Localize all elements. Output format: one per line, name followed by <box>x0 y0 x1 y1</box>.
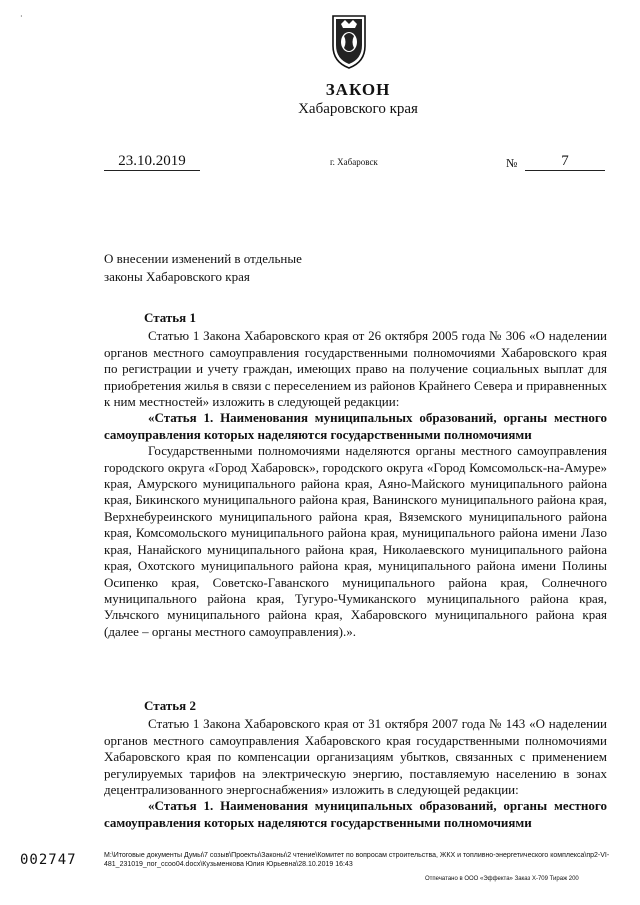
subject-line-1: О внесении изменений в отдельные <box>104 251 302 266</box>
law-subject <box>104 250 302 286</box>
article-2-quoted-heading: «Статья 1. Наименования муниципальных образований, органы местного самоуправления которых наделяются государственными полномочиями <box>104 798 607 830</box>
margin-mark: · <box>20 12 23 21</box>
article-2-intro: Статью 1 Закона Хабаровского края от 31 октября 2007 года № 143 «О наделении органов местного самоуправления Хабаровского края государственными полномочиями Хабаровского края по компенсации организациям убытков, связанных с применением регулируемых тарифов на электрическую энергию, поставляемую населению в зонах децентрализованного энергоснабжения» изложить в следующей редакции: <box>104 716 607 798</box>
file-path: M:\Итоговые документы Думы\7 созыв\Проекты\Законы\2 чтение\Комитет по вопросам строительства, ЖКХ и топливно-энергетического комплекса\пр2-VI-481_231019_пог_ссоо04.docx\Кузьменкова Юлия Юрьевна\28.10.2019 16:43 <box>104 852 610 868</box>
law-title: ЗАКОН <box>325 80 391 99</box>
law-region: Хабаровского края <box>298 101 418 117</box>
law-date: 23.10.2019 <box>104 153 200 171</box>
number-sign: № <box>506 156 518 170</box>
article-1-heading: Статья 1 <box>144 310 196 325</box>
document-code: 002747 <box>20 852 77 868</box>
article-2 <box>104 698 607 831</box>
subject-line-2: законы Хабаровского края <box>104 269 250 284</box>
coat-of-arms-icon <box>327 12 371 70</box>
article-1-intro: Статью 1 Закона Хабаровского края от 26 октября 2005 года № 306 «О наделении органов местного самоуправления государственными полномочиями Хабаровского края по регистрации и учету граждан, имеющих право на получение социальных выплат для приобретения жилья в связи с переселением из районов Крайнего Севера и приравненных к ним местностей» изложить в следующей редакции: <box>104 328 607 410</box>
article-1 <box>104 310 607 640</box>
printed-by: Отпечатано в ООО «Эффекта» Заказ Х-709 Тираж 200 <box>425 876 579 882</box>
law-city: г. Хабаровск <box>330 157 378 167</box>
article-2-heading: Статья 2 <box>144 698 196 713</box>
article-1-quoted-body: Государственными полномочиями наделяются органы местного самоуправления городского округа «Город Хабаровск», городского округа «Город Комсомольск-на-Амуре» края, Амурского муниципального района края, Аяно-Майского муниципального района края, Бикинского муниципального района края, Ванинского муниципального района края, Верхнебуреинского муниципального района края, Вяземского муниципального района края, Комсомольского муниципального района края, муниципального района имени Лазо края, Нанайского муниципального района края, Николаевского муниципального района края, Охотского муниципального района края, муниципального района имени Полины Осипенко края, Советско-Гаванского муниципального района края, Солнечного муниципального района края, Тугуро-Чумиканского муниципального района края, Ульчского муниципального района края, Хабаровского муниципального района края (далее – органы местного самоуправления).». <box>104 443 607 639</box>
article-1-quoted-heading: «Статья 1. Наименования муниципальных образований, органы местного самоуправления которых наделяются государственными полномочиями <box>104 410 607 442</box>
law-number: 7 <box>525 153 605 171</box>
